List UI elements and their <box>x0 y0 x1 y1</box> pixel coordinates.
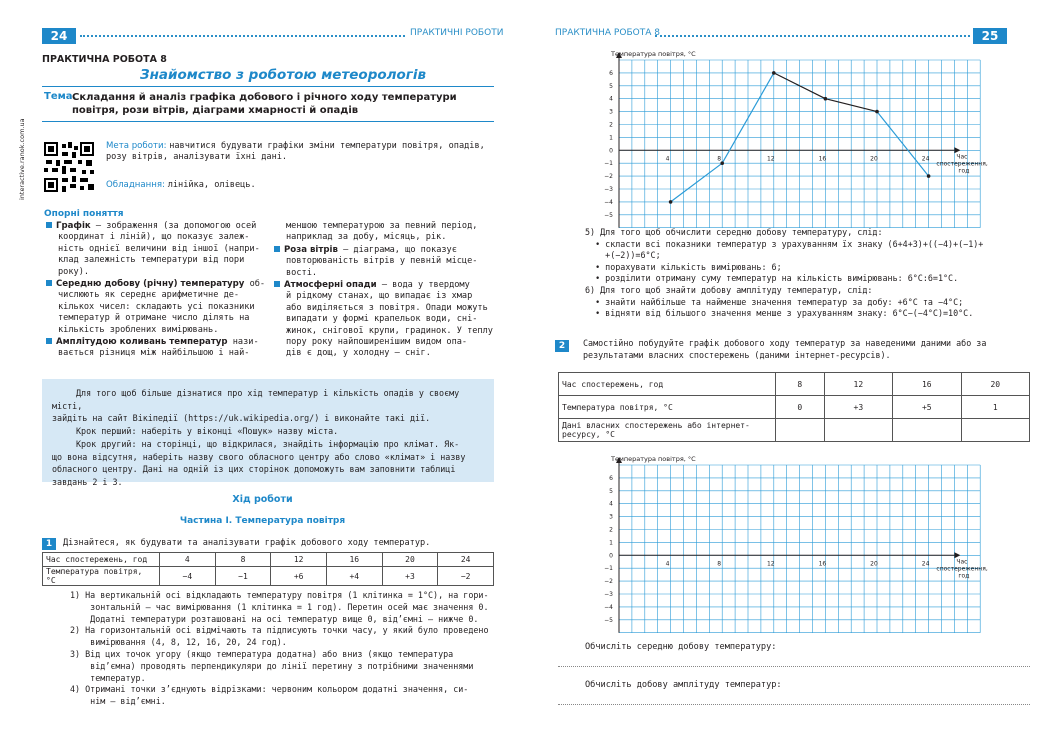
y-tick-label: −5 <box>604 211 613 219</box>
table-1-cell: 16 <box>326 553 382 567</box>
table-1-cell: −4 <box>160 567 216 586</box>
table-1-cell: 4 <box>160 553 216 567</box>
table-2-own-label: Дані власних спостережень або інтернет-ресурсу, °С <box>559 419 776 442</box>
goal-line-1: навчитися будувати графіки зміни температури повітря, опадів, <box>169 141 485 151</box>
table-1-cell: 20 <box>382 553 438 567</box>
concept-term: Атмосферні опади <box>284 280 377 291</box>
steps-list <box>70 590 489 708</box>
step-line: 1) На вертикальній осі відкладають температуру повітря (1 клітинка = 1°С), на гори- <box>70 590 489 600</box>
info-line: Крок перший: наберіть у віконці «Пошук» назву міста. <box>76 426 339 437</box>
x-tick-label: 8 <box>717 560 722 568</box>
x-axis-label: год <box>958 167 970 175</box>
avg-line: 5) Для того щоб обчислити середню добову температуру, слід: <box>585 227 883 237</box>
data-point <box>875 110 879 114</box>
table-1-cell: 8 <box>215 553 271 567</box>
table-2-row-own <box>559 419 1030 442</box>
concept-text: пору року найпоширенішим видом опа- <box>286 337 468 348</box>
bullet-square <box>46 222 52 228</box>
concept-text: й рідкому станах, що випадає із хмар <box>286 291 473 302</box>
x-axis-label: Час <box>956 153 968 161</box>
table-1-cell: 24 <box>438 553 494 567</box>
task-2-text <box>583 338 986 361</box>
qr-link-wrap <box>18 118 30 200</box>
x-axis-label: спостереження, <box>936 565 988 573</box>
concept-term: Роза вітрів <box>284 244 338 255</box>
x-axis-label: Час <box>956 558 968 566</box>
equipment-label: Обладнання: <box>106 180 165 190</box>
table-1-hours-label: Час спостережень, год <box>43 553 160 567</box>
info-box <box>42 379 494 487</box>
task-1-text: Дізнайтеся, як будувати та аналізувати графік добового ходу температур. <box>63 538 431 548</box>
topic-prefix: Тема. <box>44 91 77 102</box>
y-tick-label: 4 <box>609 500 613 508</box>
data-point <box>772 71 776 75</box>
concepts-col-1 <box>58 221 288 361</box>
calc-amp-label: Обчисліть добову амплітуду температур: <box>585 680 782 690</box>
avg-line: 6) Для того щоб знайти добову амплітуду температур, слід: <box>585 284 873 295</box>
y-tick-label: 2 <box>609 121 613 129</box>
concept-term: Середню добову (річну) температуру <box>56 279 245 290</box>
equipment-text: лінійка, олівець. <box>167 180 256 190</box>
y-tick-label: 6 <box>609 474 613 482</box>
table-2-input-cell[interactable] <box>893 419 961 442</box>
concept-text: нази- <box>227 337 259 348</box>
concept-entry <box>58 337 288 360</box>
x-tick-label: 20 <box>870 155 878 163</box>
table-2-cell: +5 <box>893 396 961 419</box>
x-tick-label: 16 <box>818 155 827 163</box>
concepts-title: Опорні поняття <box>44 209 124 219</box>
answer-line-1[interactable] <box>558 666 1030 667</box>
info-line: обласного центру. Дані на одній із цих сторінок допоможуть вам заповнити таблиці <box>52 464 456 475</box>
y-tick-label: −4 <box>604 198 613 206</box>
data-point <box>824 97 828 101</box>
topic-rule <box>42 121 494 122</box>
data-point <box>669 200 673 204</box>
y-tick-label: −5 <box>604 616 613 624</box>
avg-line: • розділити отриману суму температур на кількість вимірювань: 6°С:6=1°С. <box>585 273 959 284</box>
header-label-right: ПРАКТИЧНА РОБОТА 8 <box>555 28 660 38</box>
info-lines <box>52 387 488 489</box>
qr-link[interactable]: interactive.ranok.com.ua <box>18 118 26 200</box>
topic-line-1: Складання й аналіз графіка добового і річного ходу температури <box>72 92 457 103</box>
x-tick-label: 24 <box>921 155 930 163</box>
concept-text: меншою температурою за певний період, <box>286 221 478 231</box>
qr-code[interactable] <box>44 142 94 192</box>
y-tick-label: 6 <box>609 69 613 77</box>
x-tick-label: 24 <box>921 560 930 568</box>
y-tick-label: 0 <box>609 147 613 155</box>
y-tick-label: −3 <box>604 591 613 598</box>
data-point <box>720 161 724 165</box>
data-point <box>927 174 931 178</box>
concept-text: кількість зроблених вимірювань. <box>58 324 219 335</box>
step-line: від’ємна) проводять перпендикуляри до лінії перетину з потрібними значеннями <box>70 660 474 671</box>
x-tick-label: 8 <box>717 155 722 163</box>
table-2-input-cell[interactable] <box>824 419 892 442</box>
concept-text: наприклад за добу, місяць, рік. <box>286 232 447 243</box>
equipment-block <box>106 180 256 191</box>
table-1-row-hours <box>43 553 494 567</box>
table-2-input-cell[interactable] <box>961 419 1029 442</box>
info-line: Крок другий: на сторінці, що відкрилася, знайдіть інформацію про клімат. Як- <box>76 438 460 449</box>
concept-text: числюють як середнє арифметичне де- <box>58 290 240 301</box>
y-tick-label: 4 <box>609 95 613 103</box>
concept-text: температур й отримане число ділять на <box>58 313 250 324</box>
bullet-square <box>274 246 280 252</box>
task-1-number: 1 <box>42 538 56 550</box>
avg-line: • скласти всі показники температур з урахуванням їх знаку (6+4+3)+((−4)+(−1)+ <box>585 238 984 249</box>
concept-entry <box>286 280 496 360</box>
table-1-temps-label: Температура повітря, °С <box>43 567 160 586</box>
topic-line-2: повітря, рози вітрів, діаграми хмарності й опадів <box>72 105 359 116</box>
y-tick-label: −2 <box>604 578 613 586</box>
goal-label: Мета роботи: <box>106 141 167 151</box>
concept-text: ність однієї величини від іншої (напри- <box>58 243 260 254</box>
header-dots-right <box>655 35 970 37</box>
avg-line: • відняти від більшого значення менше з урахуванням знаку: 6°С−(−4°С)=10°С. <box>585 308 974 319</box>
concepts-col-2 <box>286 221 496 361</box>
page-number-left: 24 <box>42 28 76 44</box>
concept-entry <box>58 279 288 336</box>
x-tick-label: 4 <box>665 560 670 568</box>
table-1-cell: +3 <box>382 567 438 586</box>
table-2 <box>558 372 1030 442</box>
table-2-row-hours <box>559 373 1030 396</box>
concept-text: року). <box>58 266 90 277</box>
goal-line-2: розу вітрів, аналізувати їхні дані. <box>106 152 288 163</box>
concept-text: повторюваність вітрів у певній місце- <box>286 256 478 267</box>
concept-text: — діаграма, що показує <box>337 244 457 255</box>
table-2-cell: 1 <box>961 396 1029 419</box>
task-2-number: 2 <box>555 340 569 352</box>
table-1 <box>42 552 494 586</box>
x-tick-label: 12 <box>766 560 775 568</box>
table-2-cell: 8 <box>776 373 825 396</box>
y-tick-label: 1 <box>609 539 613 547</box>
x-tick-label: 12 <box>766 155 775 163</box>
table-2-cell: 12 <box>824 373 892 396</box>
table-1-cell: +6 <box>271 567 327 586</box>
y-tick-label: −3 <box>604 186 613 193</box>
concept-text: випадати у формі крапельок води, сні- <box>286 314 478 325</box>
y-tick-label: 1 <box>609 134 613 142</box>
concept-text: дів є дощ, у холодну — сніг. <box>286 348 431 359</box>
calc-avg-label: Обчисліть середню добову температуру: <box>585 642 777 652</box>
info-line: завдань 2 і 3. <box>52 476 123 487</box>
y-tick-label: 5 <box>609 82 613 90</box>
step-line: зонтальній — час вимірювання (1 клітинка = 1 год). Перетин осей має значення 0. <box>70 601 489 612</box>
y-tick-label: −2 <box>604 173 613 181</box>
y-tick-label: −4 <box>604 603 613 611</box>
y-axis-label: Температура повітря, °С <box>611 50 696 58</box>
concept-text: вається різниця між найбільшою і най- <box>58 348 250 359</box>
avg-line: +(−2))=6°С; <box>585 250 661 261</box>
step-line: вимірювання (4, 8, 12, 16, 20, 24 год). <box>70 637 287 648</box>
table-1-cell: 12 <box>271 553 327 567</box>
table-2-temps-label: Температура повітря, °С <box>559 396 776 419</box>
concept-text: — зображення (за допомогою осей <box>90 221 257 231</box>
avg-line: • порахувати кількість вимірювань: 6; <box>585 261 782 272</box>
table-2-input-cell[interactable] <box>776 419 825 442</box>
concept-text: об- <box>244 279 266 290</box>
table-1-cell: +4 <box>326 567 382 586</box>
table-2-cell: 16 <box>893 373 961 396</box>
info-line: зайдіть на сайт Вікіпедії (https://uk.wikipedia.org/) і виконайте такі дії. <box>52 413 431 424</box>
x-axis-label: год <box>958 572 970 580</box>
concept-text: жинок, снігової крупи, градинок. У теплу <box>286 325 493 336</box>
table-2-cell: 20 <box>961 373 1029 396</box>
y-tick-label: 5 <box>609 487 613 495</box>
step-line: 4) Отримані точки з’єднують відрізками: червоним кольором додатні значення, си- <box>70 684 469 695</box>
concept-text: вості. <box>286 267 318 278</box>
table-1-cell: −1 <box>215 567 271 586</box>
table-2-hours-label: Час спостережень, год <box>559 373 776 396</box>
info-line: що вона відсутня, наберіть назву свого обласного центру або слово «клімат» і назву <box>52 451 466 462</box>
y-tick-label: 3 <box>609 108 613 116</box>
step-line: Додатні температури розташовані на осі температур вище 0, від’ємні — нижче 0. <box>70 613 479 624</box>
avg-line: • знайти найбільше та найменше значення температур за добу: +6°С та −4°С; <box>585 296 964 307</box>
table-2-cell: +3 <box>824 396 892 419</box>
concept-text: координат і ліній), що показує залеж- <box>58 232 250 243</box>
x-tick-label: 4 <box>665 155 670 163</box>
y-tick-label: −1 <box>604 160 613 168</box>
header-dots <box>80 35 405 37</box>
concept-text: або виділяється з повітря. Опади можуть <box>286 302 488 313</box>
step-line: 3) Від цих точок угору (якщо температура додатна) або вниз (якщо температура <box>70 648 454 659</box>
part-title: Частина І. Температура повітря <box>179 516 346 526</box>
concept-entry <box>58 221 288 278</box>
title-rule <box>42 86 494 87</box>
avg-instructions <box>585 227 983 320</box>
y-tick-label: −1 <box>604 565 613 573</box>
y-tick-label: 0 <box>609 552 613 560</box>
y-axis-label: Температура повітря, °С <box>611 455 696 463</box>
concept-entry <box>286 245 496 279</box>
chart-1 <box>585 50 1005 219</box>
table-1-row-temps <box>43 567 494 586</box>
concept-term: Амплітудою коливань температур <box>56 337 228 348</box>
bullet-square <box>46 338 52 344</box>
concept-text: кількох чисел: складають усі показники <box>58 301 255 312</box>
practicum-label: ПРАКТИЧНА РОБОТА 8 <box>42 54 167 65</box>
table-2-row-temps <box>559 396 1030 419</box>
x-tick-label: 20 <box>870 560 878 568</box>
concept-term: Графік <box>56 221 91 231</box>
step-line: 2) На горизонтальній осі відмічають та підписують точки часу, у який було проведено <box>70 625 489 636</box>
chart-2[interactable] <box>585 455 1005 624</box>
x-tick-label: 16 <box>818 560 827 568</box>
info-line: Для того щоб більше дізнатися про хід температур і кількість опадів у своєму місті, <box>52 388 460 411</box>
table-1-cell: −2 <box>438 567 494 586</box>
concept-entry <box>286 221 496 244</box>
bullet-square <box>46 280 52 286</box>
task-2-line-2: результатами власних спостережень (даними інтернет-ресурсів). <box>583 349 891 360</box>
table-2-cell: 0 <box>776 396 825 419</box>
step-line: температур. <box>70 672 146 683</box>
header-label-left: ПРАКТИЧНІ РОБОТИ <box>410 28 504 38</box>
goal-block <box>106 141 485 164</box>
answer-line-2[interactable] <box>558 704 1030 705</box>
x-axis-label: спостереження, <box>936 160 988 168</box>
task-2-line-1: Самостійно побудуйте графік добового ходу температур за наведеними даними або за <box>583 338 987 348</box>
concept-text: клад залежність температури від пори <box>58 255 245 266</box>
page-title: Знайомство з роботою метеорологів <box>140 67 427 83</box>
y-tick-label: 3 <box>609 513 613 521</box>
bullet-square <box>274 281 280 287</box>
topic-text <box>72 91 457 117</box>
page-number-right: 25 <box>973 28 1007 44</box>
step-line: нім — від’ємні. <box>70 696 166 707</box>
progress-title: Хід роботи <box>232 494 293 505</box>
right-page <box>525 0 1050 743</box>
y-tick-label: 2 <box>609 526 613 534</box>
concept-text: — вода у твердому <box>376 280 470 291</box>
